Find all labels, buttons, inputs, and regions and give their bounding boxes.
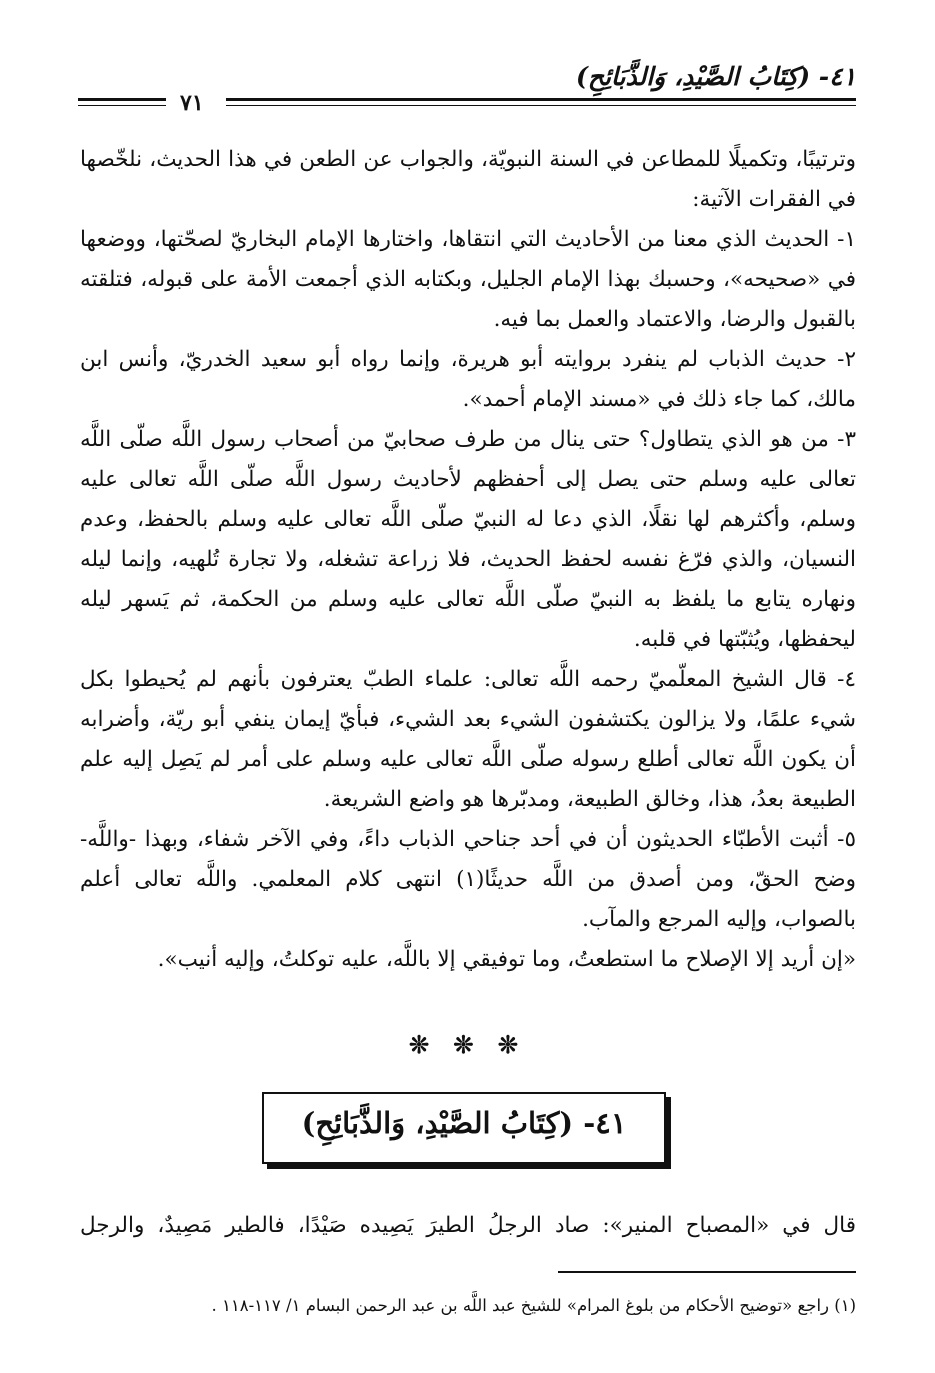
running-title: ٤١- (كِتَابُ الصَّيْدِ، وَالذَّبَائِحِ) [575, 62, 856, 91]
section-separator: ❊ ❊ ❊ [408, 1030, 527, 1059]
footnote-divider [558, 1271, 856, 1273]
paragraph-intro: وترتيبًا، وتكميلًا للمطاعن في السنة النبويّة، والجواب عن الطعن في هذا الحديث، نلخّصها في الفقرات الآتية: [80, 147, 856, 212]
paragraph-quote: «إن أريد إلا الإصلاح ما استطعتُ، وما توفيقي إلا باللَّه، عليه توكلتُ، وإليه أنيب». [157, 947, 856, 972]
paragraph-point-4: ٤- قال الشيخ المعلّميّ رحمه اللَّه تعالى: علماء الطبّ يعترفون بأنهم لم يُحيطوا بكل شيء علمًا، ولا يزالون يكتشفون الشيء بعد الشيء، فبأيّ إيمان ينفي أبو ريّة، وأضرابه أن يكون اللَّه تعالى أطلع رسوله صلّى اللَّه تعالى عليه وسلم على أمر لم يَصِل إليه علم الطبيعة بعدُ، هذا، وخالق الطبيعة، ومدبّرها هو واضع الشريعة. [80, 667, 856, 812]
header-rule-left [78, 98, 166, 106]
chapter-heading-box [262, 1092, 666, 1164]
header-rule-right [226, 98, 856, 106]
paragraph-point-5: ٥- أثبت الأطبّاء الحديثون أن في أحد جناحي الذباب داءً، وفي الآخر شفاء، وبهذا -واللَّه- وضح الحقّ، ومن أصدق من اللَّه حديثًا(١) انتهى كلام المعلمي. واللَّه تعالى أعلم بالصواب، وإليه المرجع والمآب. [80, 827, 856, 932]
paragraph-point-2: ٢- حديث الذباب لم ينفرد بروايته أبو هريرة، وإنما رواه أبو سعيد الخدريّ، وأنس ابن مالك، كما جاء ذلك في «مسند الإمام أحمد». [80, 347, 856, 412]
running-header [78, 62, 856, 122]
page-number: ٧١ [180, 90, 204, 116]
footnote: (١) راجع «توضيح الأحكام من بلوغ المرام» للشيخ عبد اللَّه بن عبد الرحمن البسام ١/ ١١٧-١١٨ . [211, 1296, 856, 1315]
main-text [80, 140, 856, 980]
chapter-first-line: قال في «المصباح المنير»: صاد الرجلُ الطيرَ يَصِيده صَيْدًا، فالطير مَصِيدٌ، والرجل [80, 1213, 856, 1238]
paragraph-point-3: ٣- من هو الذي يتطاول؟ حتى ينال من طرف صحابيّ من أصحاب رسول اللَّه صلّى اللَّه تعالى عليه وسلم حتى يصل إلى أحفظهم لأحاديث رسول اللَّه صلّى اللَّه تعالى عليه وسلم، وأكثرهم لها نقلًا، الذي دعا له النبيّ صلّى اللَّه تعالى عليه وسلم بالحفظ، وعدم النسيان، والذي فرّغ نفسه لحفظ الحديث، فلا زراعة تشغله، ولا تجارة تُلهيه، وإنما ليله ونهاره يتابع ما يلفظ به النبيّ صلّى اللَّه تعالى عليه وسلم من الحكمة، ثم يَسهر ليله ليحفظها، ويُثبّتها في قلبه. [80, 427, 856, 652]
paragraph-point-1: ١- الحديث الذي معنا من الأحاديث التي انتقاها، واختارها الإمام البخاريّ لصحّتها، ووضعها في «صحيحه»، وحسبك بهذا الإمام الجليل، وبكتابه الذي أجمعت الأمة على قبوله، فتلقته بالقبول والرضا، والاعتماد والعمل بما فيه. [80, 227, 856, 332]
chapter-title: ٤١- (كِتَابُ الصَّيْدِ، وَالذَّبَائِحِ) [301, 1106, 627, 1140]
